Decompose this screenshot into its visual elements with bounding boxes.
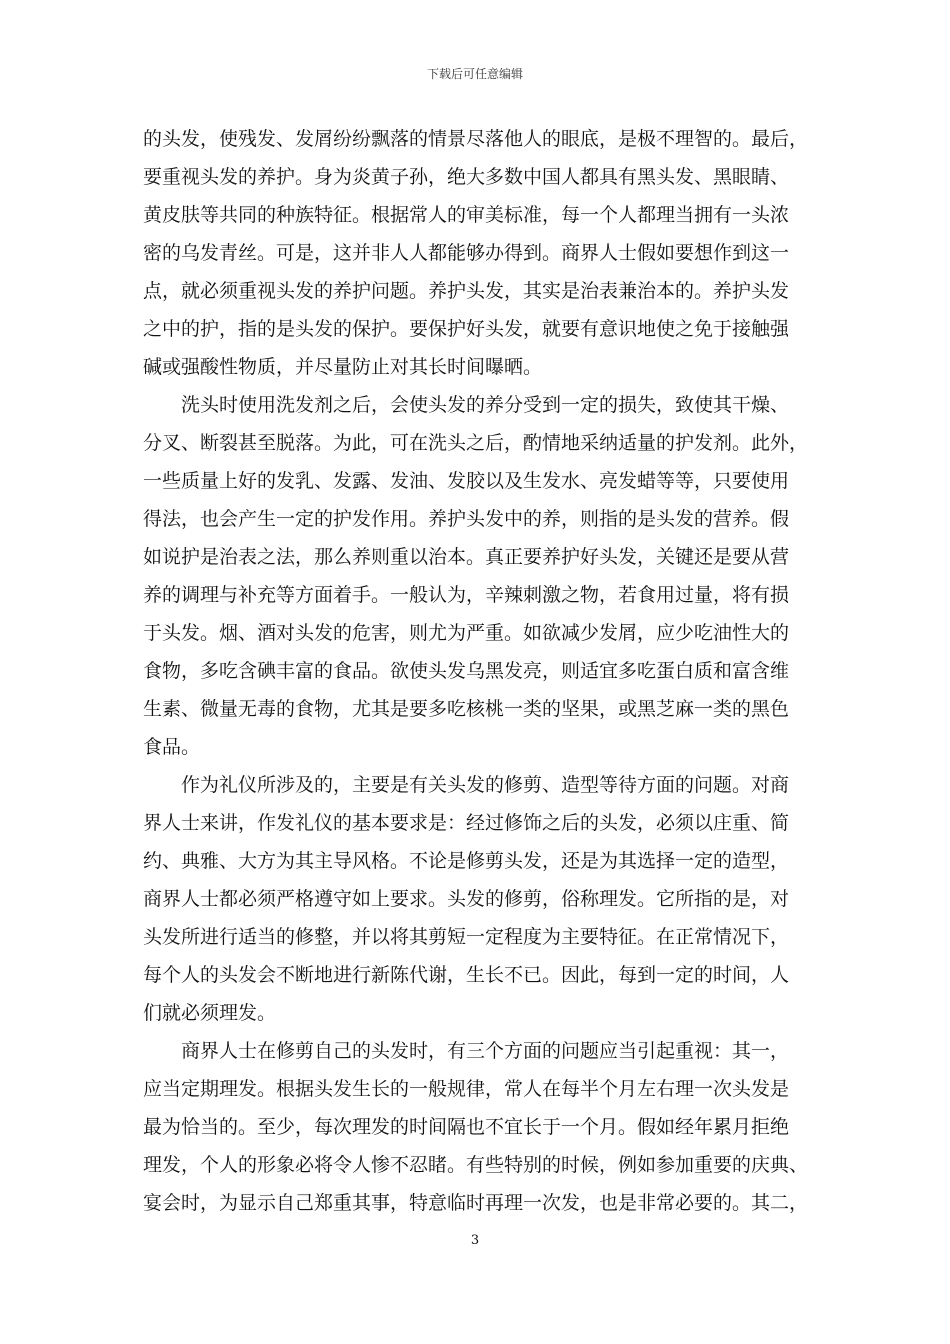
text-line: 于头发。烟、酒对头发的危害，则尤为严重。如欲减少发屑，应少吃油性大的 [143, 622, 790, 644]
page-header: 下载后可任意编辑 [426, 67, 523, 81]
text-line: 分叉、断裂甚至脱落。为此，可在洗头之后，酌情地采纳适量的护发剂。此外， [143, 432, 809, 454]
text-line: 一些质量上好的发乳、发露、发油、发胶以及生发水、亮发蜡等等，只要使用 [143, 470, 790, 492]
page-number: 3 [470, 1233, 480, 1248]
text-line: 约、典雅、大方为其主导风格。不论是修剪头发，还是为其选择一定的造型， [143, 850, 790, 872]
text-line: 们就必须理发。 [143, 1002, 277, 1024]
text-line: 密的乌发青丝。可是，这并非人人都能够办得到。商界人士假如要想作到这一 [143, 242, 790, 264]
text-line: 要重视头发的养护。身为炎黄子孙，绝大多数中国人都具有黑头发、黑眼睛、 [143, 166, 790, 188]
text-line: 头发所进行适当的修整，并以将其剪短一定程度为主要特征。在正常情况下， [143, 926, 790, 948]
document-body [143, 120, 815, 1222]
text-line: 碱或强酸性物质，并尽量防止对其长时间曝晒。 [143, 356, 543, 378]
text-line: 点，就必须重视头发的养护问题。养护头发，其实是治表兼治本的。养护头发 [143, 280, 790, 302]
text-line: 商界人士在修剪自己的头发时，有三个方面的问题应当引起重视：其一， [143, 1040, 790, 1062]
text-line: 食品。 [143, 736, 201, 758]
text-line: 养的调理与补充等方面着手。一般认为，辛辣刺激之物，若食用过量，将有损 [143, 584, 790, 606]
text-line: 宴会时，为显示自己郑重其事，特意临时再理一次发，也是非常必要的。其二， [143, 1192, 809, 1214]
text-line: 如说护是治表之法，那么养则重以治本。真正要养护好头发，关键还是要从营 [143, 546, 790, 568]
text-line: 生素、微量无毒的食物，尤其是要多吃核桃一类的坚果，或黑芝麻一类的黑色 [143, 698, 790, 720]
text-line: 界人士来讲，作发礼仪的基本要求是：经过修饰之后的头发，必须以庄重、简 [143, 812, 790, 834]
text-line: 应当定期理发。根据头发生长的一般规律，常人在每半个月左右理一次头发是 [143, 1078, 790, 1100]
text-line: 食物，多吃含碘丰富的食品。欲使头发乌黑发亮，则适宜多吃蛋白质和富含维 [143, 660, 790, 682]
text-line: 每个人的头发会不断地进行新陈代谢，生长不已。因此，每到一定的时间，人 [143, 964, 790, 986]
text-line: 作为礼仪所涉及的，主要是有关头发的修剪、造型等待方面的问题。对商 [143, 774, 790, 796]
text-line: 得法，也会产生一定的护发作用。养护头发中的养，则指的是头发的营养。假 [143, 508, 790, 530]
text-line: 洗头时使用洗发剂之后，会使头发的养分受到一定的损失，致使其干燥、 [143, 394, 790, 416]
text-line: 商界人士都必须严格遵守如上要求。头发的修剪，俗称理发。它所指的是，对 [143, 888, 790, 910]
text-line: 理发，个人的形象必将令人惨不忍睹。有些特别的时候，例如参加重要的庆典、 [143, 1154, 809, 1176]
text-line: 之中的护，指的是头发的保护。要保护好头发，就要有意识地使之免于接触强 [143, 318, 790, 340]
text-line: 黄皮肤等共同的种族特征。根据常人的审美标准，每一个人都理当拥有一头浓 [143, 204, 790, 226]
text-line: 的头发，使残发、发屑纷纷飘落的情景尽落他人的眼底，是极不理智的。最后， [143, 128, 809, 150]
text-line: 最为恰当的。至少，每次理发的时间隔也不宜长于一个月。假如经年累月拒绝 [143, 1116, 790, 1138]
